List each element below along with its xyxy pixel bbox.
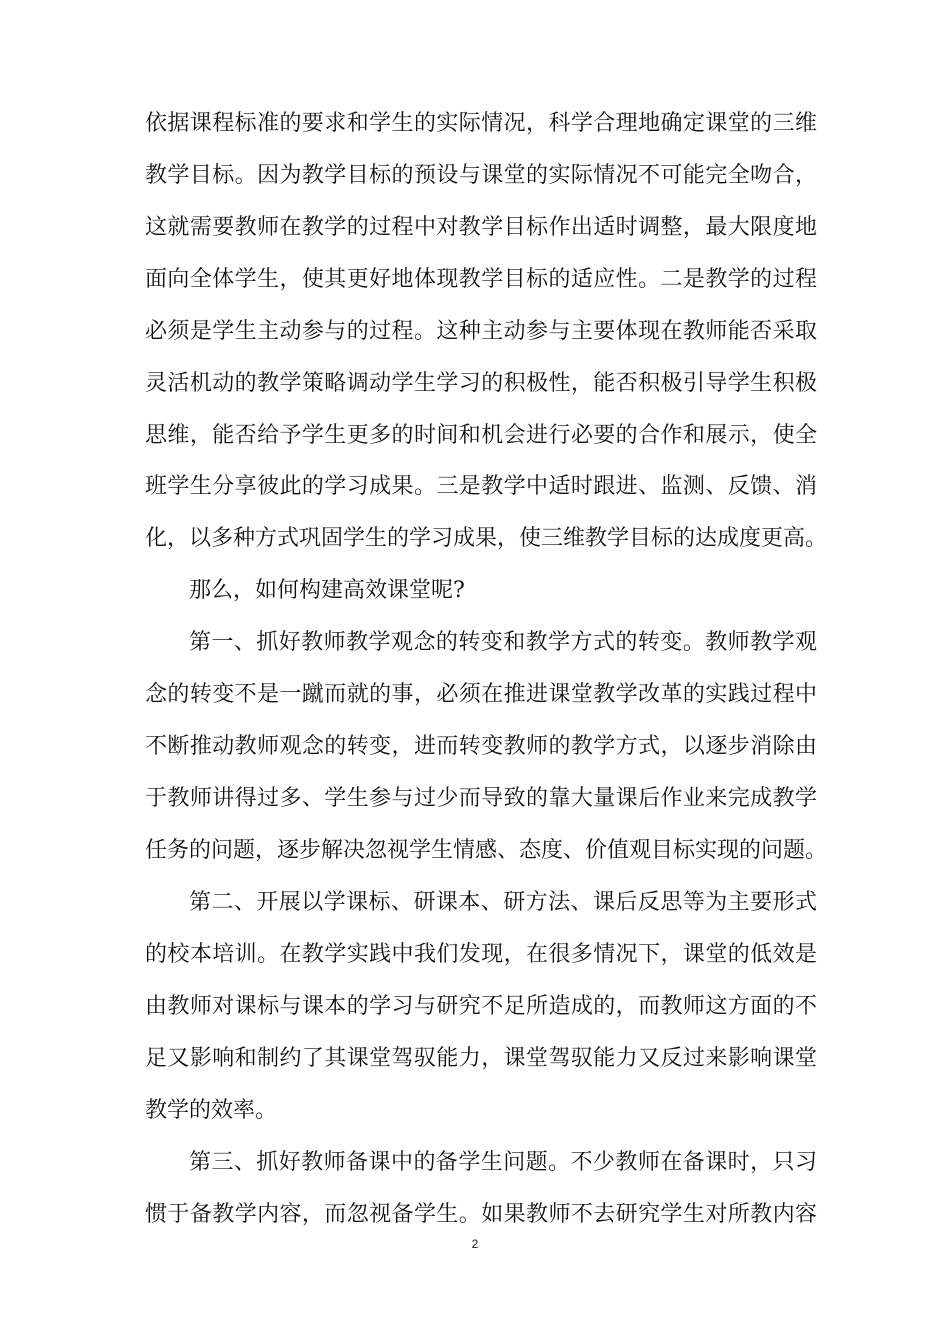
text-line: 必须是学生主动参与的过程。这种主动参与主要体现在教师能否采取 [145, 319, 817, 344]
text-line: 的校本培训。在教学实践中我们发现，在很多情况下，课堂的低效是 [145, 942, 817, 967]
text-line: 第二、开展以学课标、研课本、研方法、课后反思等为主要形式 [189, 890, 817, 915]
text-line: 这就需要教师在教学的过程中对教学目标作出适时调整，最大限度地 [145, 215, 817, 240]
text-line: 依据课程标准的要求和学生的实际情况，科学合理地确定课堂的三维 [145, 111, 817, 136]
text-line: 第三、抓好教师备课中的备学生问题。不少教师在备课时，只习 [189, 1150, 817, 1175]
text-line: 那么，如何构建高效课堂呢? [189, 578, 465, 603]
text-line: 灵活机动的教学策略调动学生学习的积极性，能否积极引导学生积极 [145, 371, 817, 396]
text-line: 足又影响和制约了其课堂驾驭能力，课堂驾驭能力又反过来影响课堂 [145, 1046, 817, 1071]
text-line: 任务的问题，逐步解决忽视学生情感、态度、价值观目标实现的问题。 [145, 838, 828, 863]
text-line: 由教师对课标与课本的学习与研究不足所造成的，而教师这方面的不 [145, 994, 817, 1019]
text-line: 班学生分享彼此的学习成果。三是教学中适时跟进、监测、反馈、消 [145, 474, 817, 499]
text-line: 不断推动教师观念的转变，进而转变教师的教学方式，以逐步消除由 [145, 734, 817, 759]
text-line: 面向全体学生，使其更好地体现教学目标的适应性。二是教学的过程 [145, 267, 817, 292]
text-line: 念的转变不是一蹴而就的事，必须在推进课堂教学改革的实践过程中 [145, 682, 817, 707]
text-line: 教学的效率。 [145, 1098, 278, 1123]
text-line: 思维，能否给予学生更多的时间和机会进行必要的合作和展示，使全 [145, 423, 817, 448]
text-line: 惯于备教学内容，而忽视备学生。如果教师不去研究学生对所教内容 [145, 1202, 817, 1227]
text-line: 化，以多种方式巩固学生的学习成果，使三维教学目标的达成度更高。 [145, 526, 828, 551]
text-line: 教学目标。因为教学目标的预设与课堂的实际情况不可能完全吻合， [145, 163, 817, 188]
page-number: 2 [471, 1237, 479, 1251]
text-line: 于教师讲得过多、学生参与过少而导致的靠大量课后作业来完成教学 [145, 786, 817, 811]
text-line: 第一、抓好教师教学观念的转变和教学方式的转变。教师教学观 [189, 630, 817, 655]
